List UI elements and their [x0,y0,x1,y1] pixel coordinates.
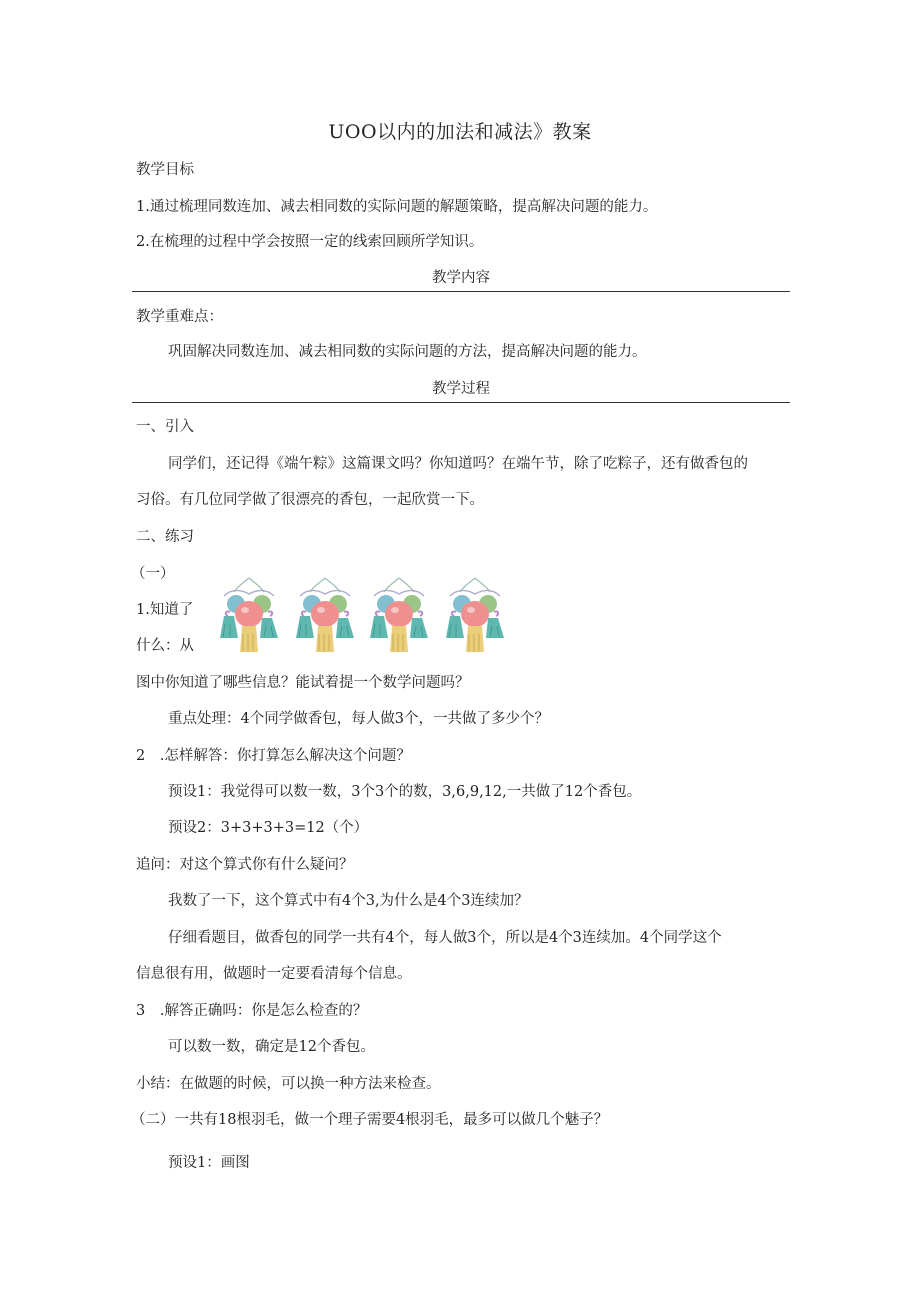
process-heading: 教学过程 [432,381,490,397]
key-points-label: 教学重难点： [136,309,223,325]
intro-heading: 一、引入 [136,419,194,435]
question-2-text: 2 .怎样解答：你打算怎么解决这个问题？ [136,748,411,764]
question-3-answer: 可以数一数，确定是12个香包。 [168,1039,375,1055]
objective-item-2: 2.在梳理的过程中学会按照一定的线索回顾所学知识。 [136,234,484,250]
question-2-preset-1: 预设1：我觉得可以数一数，3个3个的数，3,6,9,12,一共做了12个香包。 [168,784,642,800]
explanation-line: 仔细看题目，做香包的同学一共有4个，每人做3个，所以是4个3连续加。4个同学这个 [168,930,722,946]
sachet-icon [288,574,362,656]
objective-item-1: 1.通过梳理同数连加、减去相同数的实际问题的解题策略，提高解决问题的能力。 [136,199,658,215]
summary-text: 小结：在做题的时候，可以换一种方法来检查。 [136,1076,441,1092]
objectives-heading: 教学目标 [136,162,194,178]
followup-question: 追问：对这个算式你有什么疑问？ [136,857,354,873]
sachet-figure [212,574,512,656]
key-points-text: 巩固解决同数连加、减去相同数的实际问题的方法，提高解决问题的能力。 [168,344,647,360]
question-1-text: 图中你知道了哪些信息？能试着提一个数学问题吗？ [136,675,470,691]
section-divider [132,291,790,292]
question-2-preset-2: 预设2：3+3+3+3=12（个） [168,820,369,836]
sachet-icon [212,574,286,656]
intro-paragraph-line: 习俗。有几位同学做了很漂亮的香包，一起欣赏一下。 [136,492,484,508]
practice-heading: 二、练习 [136,529,194,545]
question-1-text: 什么：从 [136,638,194,654]
section-divider [132,402,790,403]
student-doubt: 我数了一下，这个算式中有4个3,为什么是4个3连续加？ [168,893,529,909]
document-title: UOO以内的加法和减法》教案 [328,121,592,143]
part2-question: （二）一共有18根羽毛，做一个理子需要4根羽毛，最多可以做几个魅子？ [131,1112,609,1128]
part2-preset-1: 预设1：画图 [168,1155,250,1171]
part1-label: （一） [131,566,175,582]
question-3-text: 3 .解答正确吗：你是怎么检查的？ [136,1003,368,1019]
sachet-icon [362,574,436,656]
content-heading: 教学内容 [432,270,490,286]
question-1-text: 1.知道了 [136,602,194,618]
intro-paragraph-line: 同学们，还记得《端午粽》这篇课文吗？你知道吗？在端午节，除了吃粽子，还有做香包的 [168,456,748,472]
question-1-focus: 重点处理：4个同学做香包，每人做3个，一共做了多少个？ [168,711,549,727]
sachet-icon [438,574,512,656]
explanation-line: 信息很有用，做题时一定要看清每个信息。 [136,966,412,982]
